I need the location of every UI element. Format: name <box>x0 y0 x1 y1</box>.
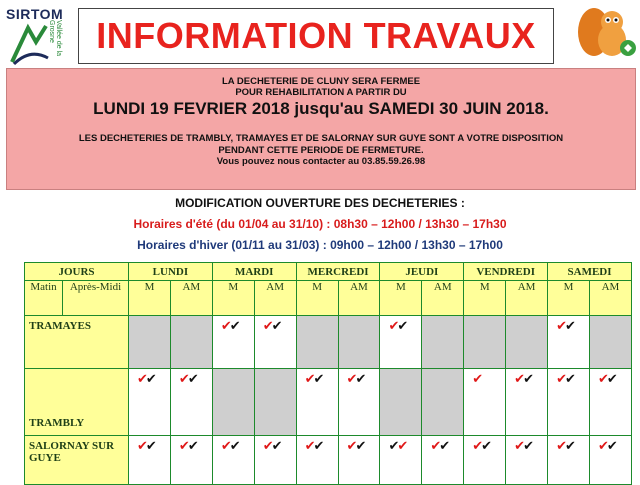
table-subheader-row <box>25 281 632 316</box>
open-cell <box>464 369 506 436</box>
open-cell <box>589 369 631 436</box>
open-cell <box>506 369 548 436</box>
subheader-am: AM <box>254 281 296 316</box>
open-cell <box>380 316 422 369</box>
header-jours: JOURS <box>25 263 129 281</box>
row-label-salornay: SALORNAY SUR GUYE <box>25 436 129 485</box>
page-title: INFORMATION TRAVAUX <box>96 15 536 56</box>
banner-contact: Vous pouvez nous contacter au 03.85.59.26.98 <box>216 156 426 167</box>
header-day: MARDI <box>212 263 296 281</box>
closed-cell <box>170 316 212 369</box>
header-day: LUNDI <box>129 263 213 281</box>
closed-cell <box>422 316 464 369</box>
check-icon: ✔✔ <box>262 319 281 334</box>
closure-banner <box>6 68 636 190</box>
check-icon: ✔✔ <box>556 439 574 454</box>
logo-graphic <box>10 22 50 66</box>
row-label-trambly: TRAMBLY <box>25 369 129 436</box>
subheader-apres-midi: Après-Midi <box>63 281 129 316</box>
banner-line-4: PENDANT CETTE PERIODE DE FERMETURE. <box>218 145 424 156</box>
subheader-am: AM <box>422 281 464 316</box>
table-row <box>25 436 632 485</box>
subheader-am: AM <box>338 281 380 316</box>
closed-cell <box>380 369 422 436</box>
check-icon: ✔✔ <box>137 439 155 454</box>
table-header-row <box>25 263 632 281</box>
open-cell <box>212 436 254 485</box>
subheader-m: M <box>464 281 506 316</box>
check-icon: ✔✔ <box>220 439 239 454</box>
open-cell <box>548 436 590 485</box>
check-icon: ✔✔ <box>514 439 532 454</box>
open-cell <box>589 436 631 485</box>
check-icon: ✔✔ <box>346 372 365 387</box>
banner-line-1: LA DECHETERIE DE CLUNY SERA FERMEE <box>221 76 421 87</box>
check-icon: ✔✔ <box>597 372 616 387</box>
header-day: MERCREDI <box>296 263 380 281</box>
check-icon: ✔✔ <box>597 439 616 454</box>
notice-heading: MODIFICATION OUVERTURE DES DECHETERIES : <box>175 196 465 210</box>
sirtom-logo <box>4 6 64 64</box>
open-cell <box>338 369 380 436</box>
header-day: VENDREDI <box>464 263 548 281</box>
check-icon: ✔✔ <box>472 439 491 454</box>
open-cell <box>338 436 380 485</box>
header-day: JEUDI <box>380 263 464 281</box>
table-row <box>25 369 632 436</box>
check-icon: ✔✔ <box>388 319 407 334</box>
open-cell <box>380 436 422 485</box>
winter-hours: Horaires d'hiver (01/11 au 31/03) : 09h00 – 12h00 / 13h30 – 17h00 <box>137 238 503 252</box>
check-icon: ✔✔ <box>388 439 407 454</box>
check-icon: ✔✔ <box>178 372 197 387</box>
subheader-m: M <box>548 281 590 316</box>
open-cell <box>212 316 254 369</box>
subheader-m: M <box>212 281 254 316</box>
title-box <box>78 8 554 64</box>
closed-cell <box>212 369 254 436</box>
check-icon: ✔✔ <box>304 439 323 454</box>
open-cell <box>254 316 296 369</box>
closed-cell <box>422 369 464 436</box>
open-cell <box>254 436 296 485</box>
check-icon: ✔✔ <box>304 372 323 387</box>
open-cell <box>422 436 464 485</box>
banner-dates: LUNDI 19 FEVRIER 2018 jusqu'au SAMEDI 30 JUIN 2018. <box>93 99 549 118</box>
closed-cell <box>589 316 631 369</box>
closed-cell <box>254 369 296 436</box>
closed-cell <box>338 316 380 369</box>
open-cell <box>296 436 338 485</box>
check-icon: ✔✔ <box>556 319 574 334</box>
open-cell <box>506 436 548 485</box>
check-icon: ✔ <box>472 372 482 387</box>
subheader-am: AM <box>589 281 631 316</box>
check-icon: ✔✔ <box>178 439 197 454</box>
subheader-am: AM <box>506 281 548 316</box>
check-icon: ✔✔ <box>430 439 449 454</box>
open-cell <box>129 369 171 436</box>
open-cell <box>464 436 506 485</box>
check-icon: ✔✔ <box>556 372 574 387</box>
closed-cell <box>296 316 338 369</box>
check-icon: ✔✔ <box>346 439 365 454</box>
subheader-am: AM <box>170 281 212 316</box>
banner-line-3: LES DECHETERIES DE TRAMBLY, TRAMAYES ET DE SALORNAY SUR GUYE SONT A VOTRE DISPOSITION <box>78 133 564 144</box>
closed-cell <box>129 316 171 369</box>
row-label-tramayes: TRAMAYES <box>25 316 129 369</box>
subheader-m: M <box>380 281 422 316</box>
open-cell <box>296 369 338 436</box>
closed-cell <box>506 316 548 369</box>
subheader-m: M <box>129 281 171 316</box>
open-cell <box>170 369 212 436</box>
check-icon: ✔✔ <box>262 439 281 454</box>
closed-cell <box>464 316 506 369</box>
subheader-matin: Matin <box>25 281 63 316</box>
check-icon: ✔✔ <box>514 372 532 387</box>
open-cell <box>548 316 590 369</box>
squirrel-mascot-icon <box>572 2 638 66</box>
header-day: SAMEDI <box>548 263 632 281</box>
logo-name: SIRTOM <box>6 6 64 22</box>
schedule-table <box>24 262 632 485</box>
logo-tagline: Vallée de la Grosne <box>48 20 62 57</box>
open-cell <box>170 436 212 485</box>
subheader-m: M <box>296 281 338 316</box>
open-cell <box>129 436 171 485</box>
table-row <box>25 316 632 369</box>
check-icon: ✔✔ <box>220 319 239 334</box>
summer-hours: Horaires d'été (du 01/04 au 31/10) : 08h30 – 12h00 / 13h30 – 17h30 <box>133 217 507 231</box>
open-cell <box>548 369 590 436</box>
check-icon: ✔✔ <box>137 372 155 387</box>
banner-line-2: POUR REHABILITATION A PARTIR DU <box>235 87 407 98</box>
